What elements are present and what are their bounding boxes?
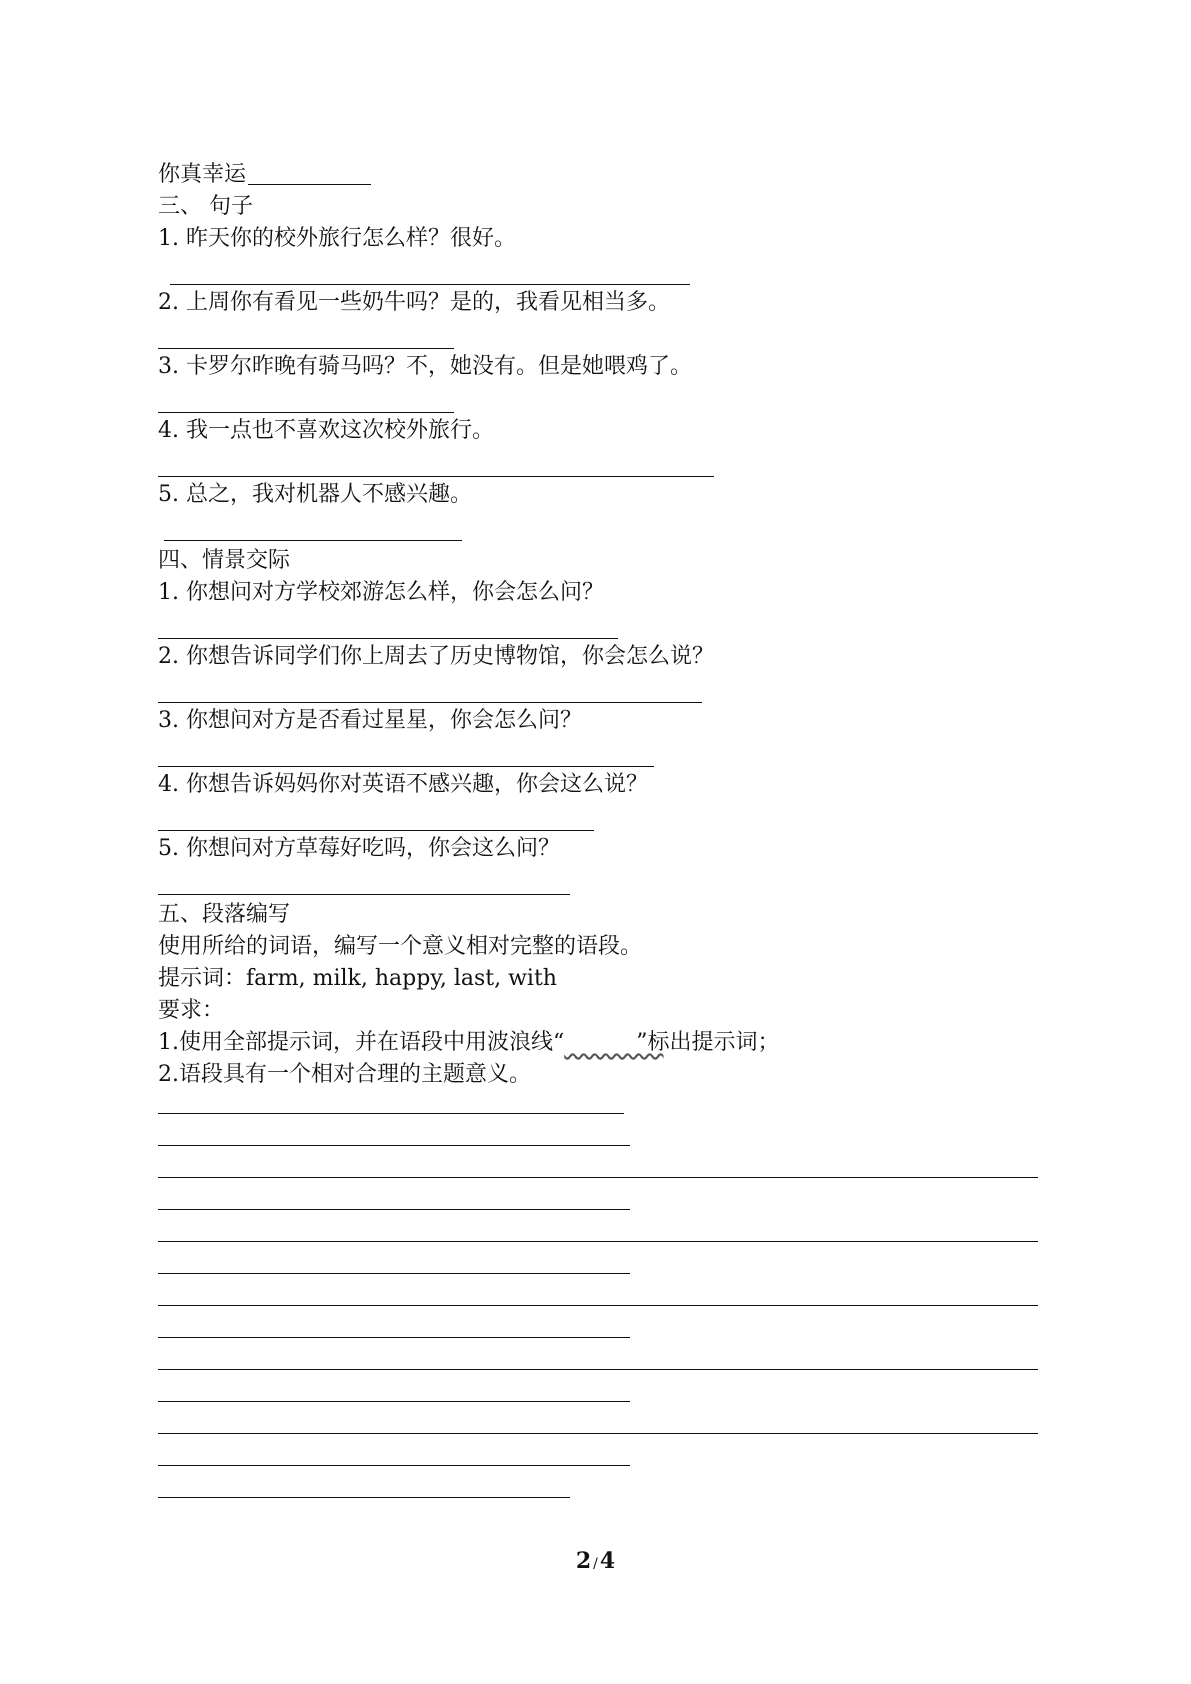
- writing-line[interactable]: [158, 1177, 1038, 1178]
- answer-line[interactable]: [158, 894, 570, 895]
- writing-line[interactable]: [158, 1209, 630, 1210]
- section3-item-1: 1. 昨天你的校外旅行怎么样？很好。: [158, 226, 516, 251]
- wavy-underline-mark: [564, 1030, 636, 1040]
- answer-line[interactable]: [158, 766, 654, 767]
- top-line-text: 你真幸运: [158, 162, 247, 187]
- page-number: [0, 1548, 1191, 1574]
- section4-item-5: 5. 你想问对方草莓好吃吗，你会这么问？: [158, 836, 560, 861]
- req1-text-end: ”标出提示词；: [636, 1030, 780, 1055]
- answer-line[interactable]: [158, 830, 594, 831]
- section4-item-2: 2. 你想告诉同学们你上周去了历史博物馆，你会怎么说？: [158, 644, 714, 669]
- writing-line[interactable]: [158, 1497, 570, 1498]
- writing-line[interactable]: [158, 1241, 1038, 1242]
- writing-line[interactable]: [158, 1433, 1038, 1434]
- top-line: [158, 160, 371, 190]
- section4-item-4: 4. 你想告诉妈妈你对英语不感兴趣，你会这么说？: [158, 772, 648, 797]
- writing-line[interactable]: [158, 1113, 624, 1114]
- writing-line[interactable]: [158, 1273, 630, 1274]
- section4-item-3: 3. 你想问对方是否看过星星，你会怎么问？: [158, 708, 582, 733]
- answer-line[interactable]: [158, 412, 454, 413]
- section4-item-1: 1. 你想问对方学校郊游怎么样，你会怎么问？: [158, 580, 604, 605]
- answer-line[interactable]: [170, 284, 690, 285]
- section3-item-3: 3. 卡罗尔昨晚有骑马吗？不，她没有。但是她喂鸡了。: [158, 354, 692, 379]
- writing-line[interactable]: [158, 1337, 630, 1338]
- answer-line[interactable]: [164, 540, 462, 541]
- answer-line[interactable]: [158, 476, 714, 477]
- answer-line[interactable]: [158, 638, 618, 639]
- writing-line[interactable]: [158, 1145, 630, 1146]
- section4-heading: 四、情景交际: [158, 548, 291, 573]
- page-number-separator: /: [593, 1556, 598, 1572]
- section3-item-2: 2. 上周你有看见一些奶牛吗？是的，我看见相当多。: [158, 290, 670, 315]
- req1-text-start: 1.使用全部提示词，并在语段中用波浪线“: [158, 1030, 565, 1055]
- writing-line[interactable]: [158, 1401, 630, 1402]
- answer-line[interactable]: [158, 702, 702, 703]
- writing-line[interactable]: [158, 1305, 1038, 1306]
- page-number-current: 2: [575, 1548, 592, 1574]
- top-line-blank[interactable]: [248, 162, 371, 185]
- section5-hint: 提示词：farm, milk, happy, last, with: [158, 966, 557, 991]
- section5-instruction: 使用所给的词语，编写一个意义相对完整的语段。: [158, 934, 643, 959]
- answer-line[interactable]: [158, 348, 454, 349]
- section3-item-4: 4. 我一点也不喜欢这次校外旅行。: [158, 418, 494, 443]
- section5-req-2: 2.语段具有一个相对合理的主题意义。: [158, 1062, 531, 1087]
- page-number-total: 4: [599, 1548, 616, 1574]
- section3-item-5: 5. 总之，我对机器人不感兴趣。: [158, 482, 472, 507]
- writing-line[interactable]: [158, 1369, 1038, 1370]
- section5-req-1: [158, 1028, 780, 1058]
- writing-line[interactable]: [158, 1465, 630, 1466]
- section5-req-label: 要求：: [158, 998, 225, 1023]
- section5-heading: 五、段落编写: [158, 902, 291, 927]
- section3-heading: 三、 句子: [158, 194, 253, 219]
